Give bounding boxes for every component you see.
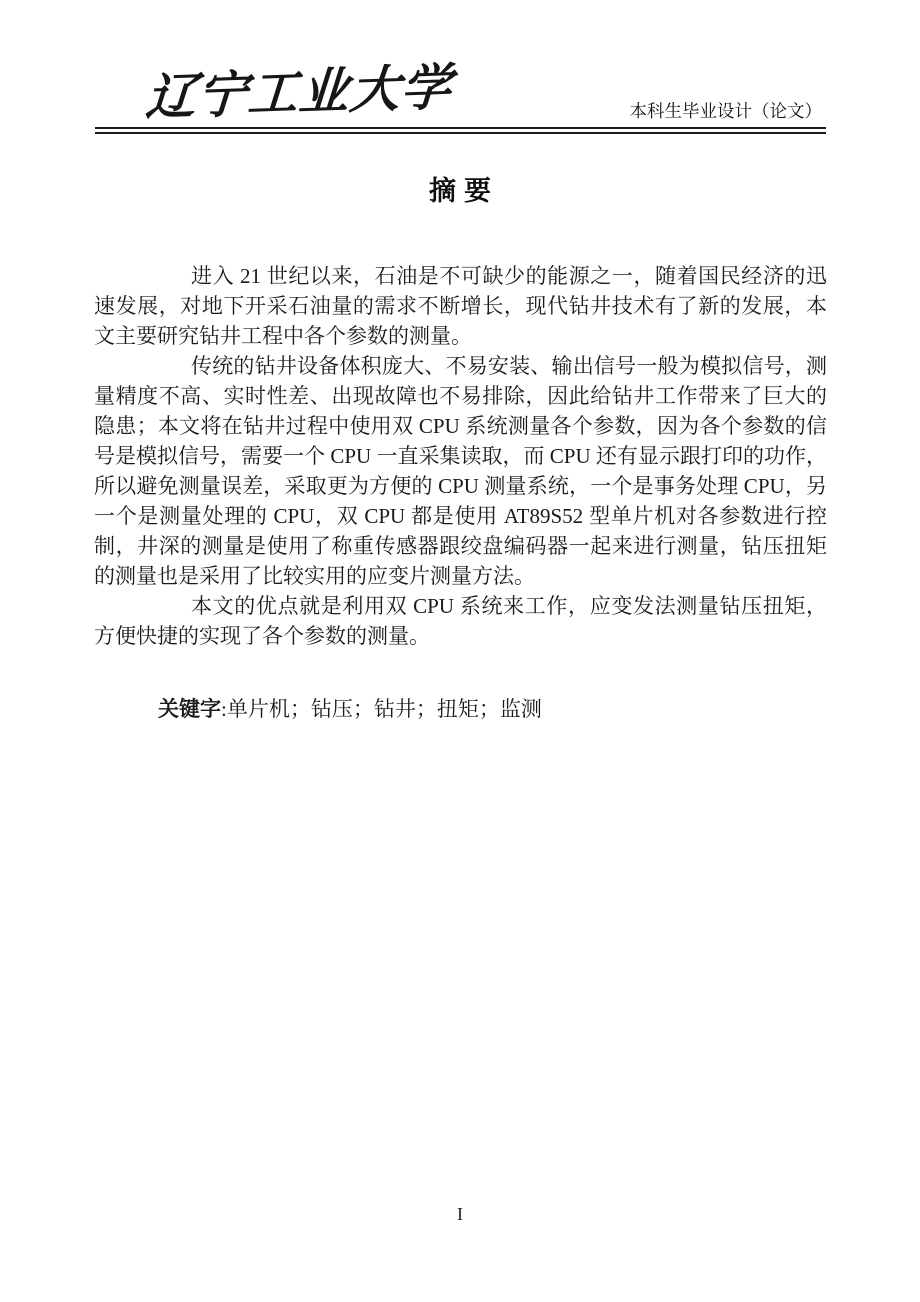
- university-logo: 辽宁工业大学: [143, 59, 454, 126]
- header-double-rule: [95, 127, 826, 134]
- keywords-value: 单片机；钻压；钻井；扭矩；监测: [226, 697, 542, 721]
- keywords-colon: :: [221, 697, 227, 721]
- header-right-label: 本科生毕业设计（论文）: [629, 101, 822, 121]
- page-number: I: [457, 1204, 463, 1224]
- abstract-paragraph-2: 传统的钻井设备体积庞大、不易安装、输出信号一般为模拟信号，测量精度不高、实时性差、出现故障也不易排除，因此给钻井工作带来了巨大的隐患；本文将在钻井过程中使用双 CPU 系统测量各个参数，因为各个参数的信号是模拟信号，需要一个 CPU 一直采集读取，而 CPU 还有显示跟打印的功作，所以避免测量误差，采取更为方便的 CPU 测量系统，一个是事务处理 CPU，另一个是测量处理的 CPU，双 CPU 都是使用 AT89S52 型单片机对各参数进行控制，井深的测量是使用了称重传感器跟绞盘编码器一起来进行测量，钻压扭矩的测量也是采用了比较实用的应变片测量方法。: [94, 354, 827, 588]
- keywords-label: 关键字: [158, 698, 221, 721]
- page-title: 摘要: [429, 176, 499, 206]
- abstract-paragraph-3: 本文的优点就是利用双 CPU 系统来工作，应变发法测量钻压扭矩，方便快捷的实现了各个参数的测量。: [94, 594, 827, 648]
- abstract-paragraph-1: 进入 21 世纪以来，石油是不可缺少的能源之一，随着国民经济的迅速发展，对地下开采石油量的需求不断增长，现代钻井技术有了新的发展，本文主要研究钻井工程中各个参数的测量。: [94, 264, 827, 348]
- abstract-body: [94, 261, 827, 725]
- keywords-line: [94, 694, 827, 725]
